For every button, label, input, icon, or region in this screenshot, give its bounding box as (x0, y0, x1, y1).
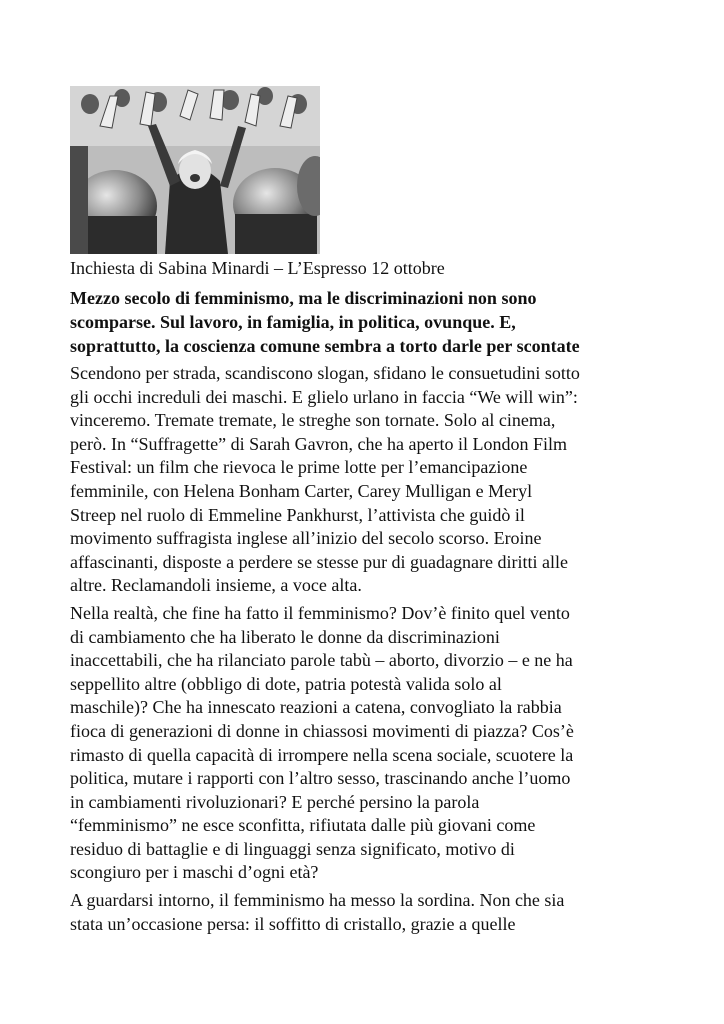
text-line: Festival: un film che rievoca le prime lotte per l’emancipazione (70, 457, 528, 478)
text-line: Scendono per strada, scandiscono slogan, sfidano le consuetudini sotto (70, 363, 580, 383)
lead-summary (70, 286, 670, 358)
lead-line: Mezzo secolo di femminismo, ma le discriminazioni non sono (70, 288, 537, 308)
text-line: in cambiamenti rivoluzionari? E perché persino la parola (70, 791, 480, 812)
text-line: A guardarsi intorno, il femminismo ha messo la sordina. Non che sia (70, 890, 565, 911)
paragraph-3 (70, 889, 670, 936)
text-line: affascinanti, disposte a perdere se stesse pur di guadagnare diritti alle (70, 551, 568, 572)
paragraph-2 (70, 602, 670, 885)
paragraph-1 (70, 362, 670, 598)
lead-line: soprattutto, la coscienza comune sembra a torto darle per scontate (70, 336, 580, 356)
text-line: altre. Reclamandoli insieme, a voce alta. (70, 575, 362, 596)
text-line: rimasto di quella capacità di irrompere nella scena sociale, scuotere la (70, 744, 574, 765)
text-line: di cambiamento che ha liberato le donne da discriminazioni (70, 626, 500, 647)
document-page (70, 86, 670, 936)
text-line: “femminismo” ne esce sconfitta, rifiutata dalle più giovani come (70, 815, 536, 836)
text-line: inaccettabili, che ha rilanciato parole tabù – aborto, divorzio – e ne ha (70, 650, 573, 671)
text-line: fioca di generazioni di donne in chiassosi movimenti di piazza? Cos’è (70, 720, 574, 741)
lead-line: scomparse. Sul lavoro, in famiglia, in politica, ovunque. E, (70, 312, 516, 332)
protest-photo (70, 86, 320, 254)
text-line: stata un’occasione persa: il soffitto di cristallo, grazie a quelle (70, 913, 516, 934)
byline: Inchiesta di Sabina Minardi – L’Espresso 12 ottobre (70, 258, 445, 278)
text-line: residuo di battaglie e di linguaggi senza significato, motivo di (70, 838, 515, 859)
text-line: maschile)? Che ha innescato reazioni a catena, convogliato la rabbia (70, 697, 562, 718)
text-line: seppellito altre (obbligo di dote, patria potestà valida solo al (70, 673, 502, 694)
text-line: movimento suffragista inglese all’inizio del secolo scorso. Eroine (70, 528, 542, 549)
text-line: gli occhi increduli dei maschi. E glielo urlano in faccia “We will win”: (70, 386, 578, 407)
text-line: Nella realtà, che fine ha fatto il femminismo? Dov’è finito quel vento (70, 602, 570, 623)
text-line: Streep nel ruolo di Emmeline Pankhurst, l’attivista che guidò il (70, 504, 525, 525)
text-line: vinceremo. Tremate tremate, le streghe son tornate. Solo al cinema, (70, 410, 556, 431)
text-line: politica, mutare i rapporti con l’altro sesso, trascinando anche l’uomo (70, 768, 571, 789)
text-line: scongiuro per i maschi d’ogni età? (70, 862, 319, 883)
text-line: però. In “Suffragette” di Sarah Gavron, che ha aperto il London Film (70, 433, 568, 454)
text-line: femminile, con Helena Bonham Carter, Carey Mulligan e Meryl (70, 480, 533, 501)
